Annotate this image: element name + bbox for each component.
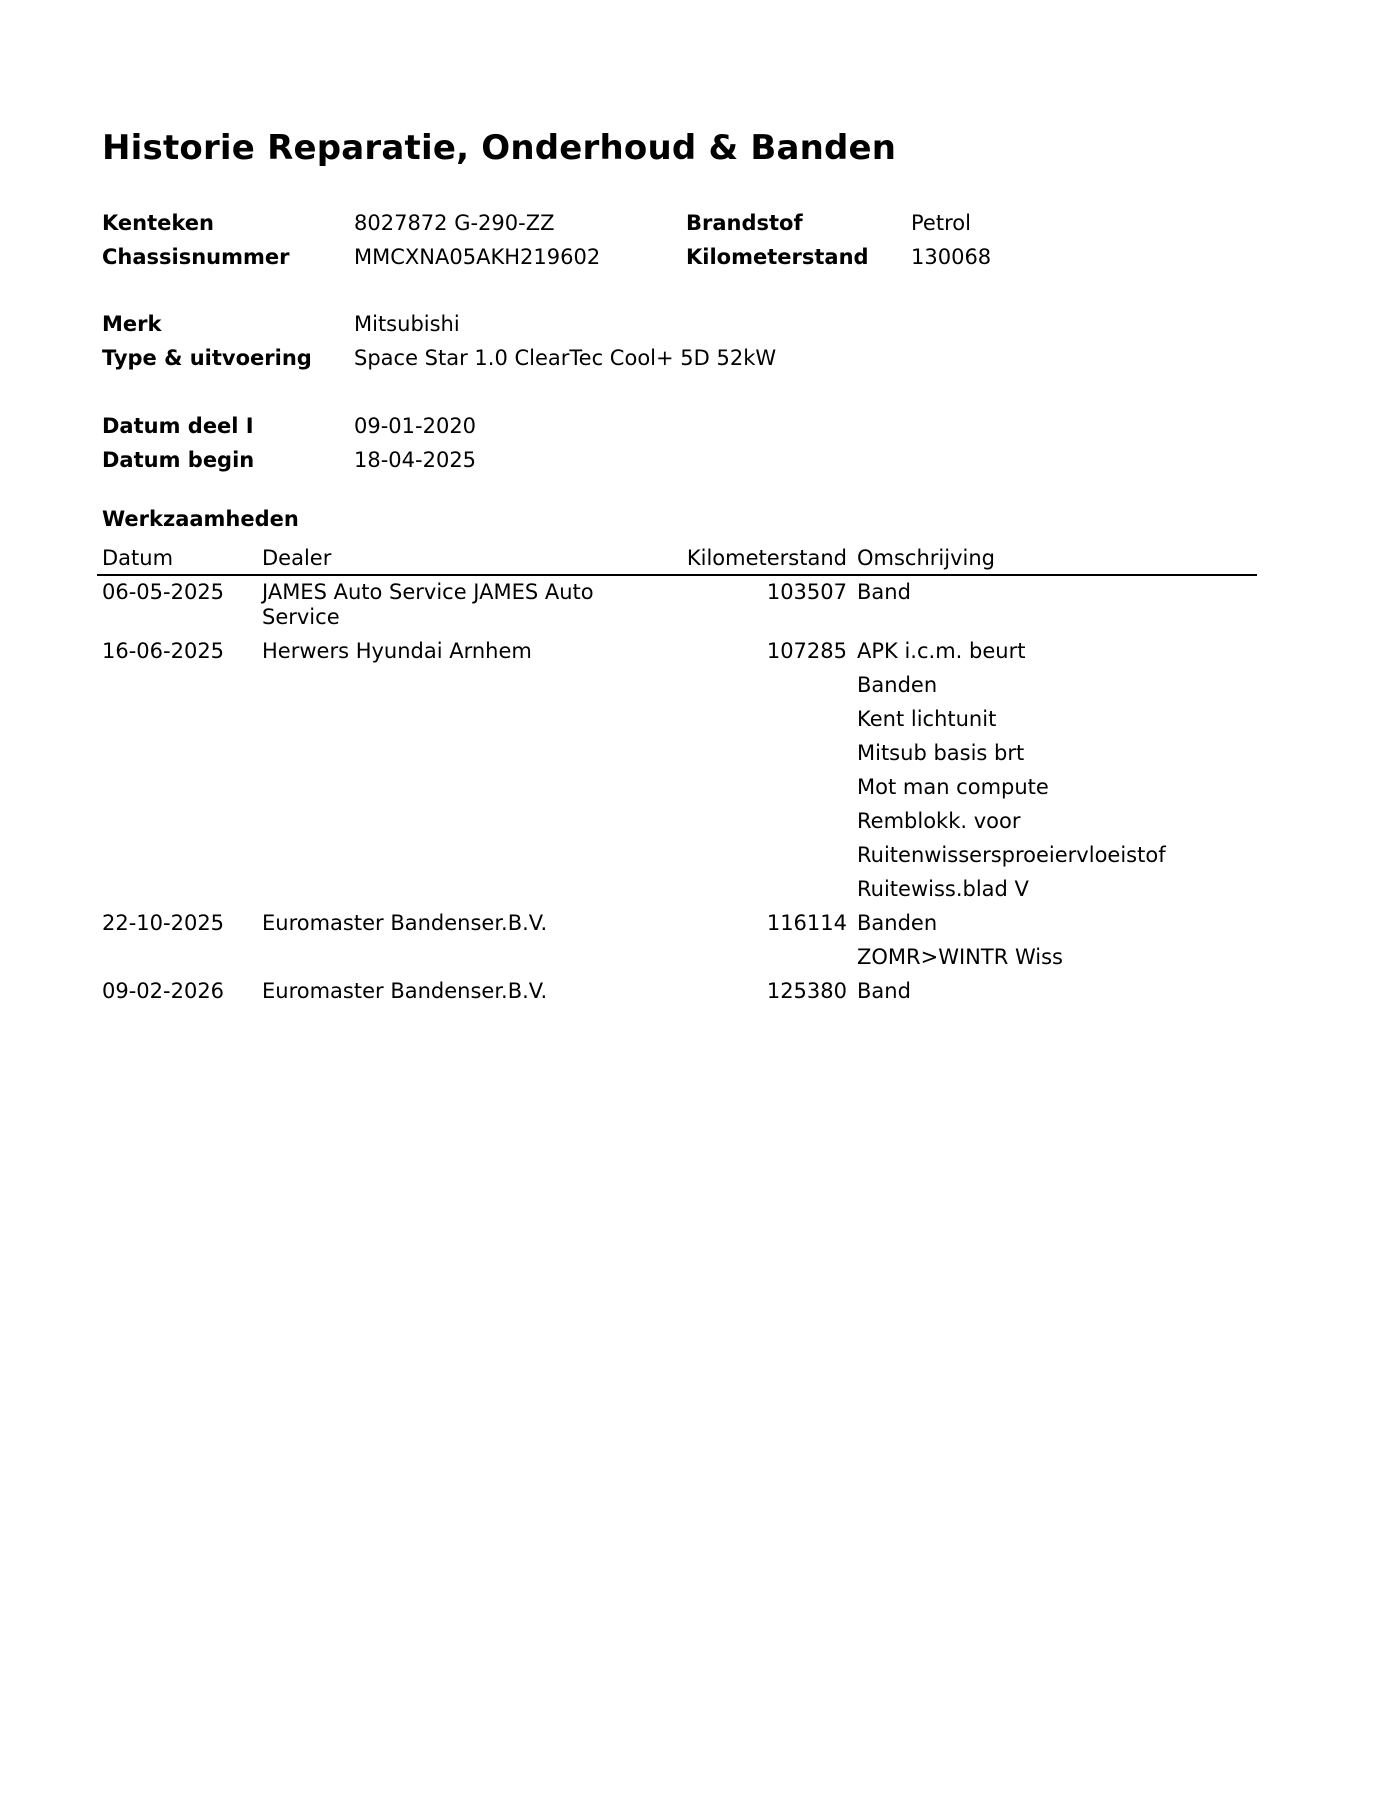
omschrijving-item: Ruitewiss.blad V [857,877,1029,901]
type-value: Space Star 1.0 ClearTec Cool+ 5D 52kW [354,346,777,370]
omschrijving-item: ZOMR>WINTR Wiss [857,945,1064,969]
page-title: Historie Reparatie, Onderhoud & Banden [102,128,897,168]
datum-deel-value: 09-01-2020 [354,414,477,438]
row-omschrijving [852,975,1257,1009]
omschrijving-item: Mitsub basis brt [857,741,1025,765]
omschrijving-item: Band [857,580,911,604]
column-header-datum: Datum [97,542,257,575]
chassis-value: MMCXNA05AKH219602 [354,245,601,269]
row-datum: 09-02-2026 [102,979,225,1003]
omschrijving-item: Banden [857,911,938,935]
merk-value: Mitsubishi [354,312,460,336]
row-omschrijving [852,635,1257,907]
omschrijving-item: Remblokk. voor [857,809,1021,833]
row-kilometerstand: 125380 [766,979,847,1003]
brandstof-label: Brandstof [686,211,803,235]
row-kilometerstand: 103507 [766,580,847,604]
row-datum: 06-05-2025 [102,580,225,604]
row-datum: 16-06-2025 [102,639,225,663]
type-label: Type & uitvoering [102,346,312,370]
table-row [97,575,1257,635]
row-dealer: Herwers Hyundai Arnhem [262,639,532,663]
datum-begin-label: Datum begin [102,448,255,472]
table-row [97,907,1257,975]
column-header-kilometerstand: Kilometerstand [647,542,852,575]
omschrijving-item: Kent lichtunit [857,707,997,731]
table-row [97,635,1257,907]
table-row [97,975,1257,1009]
kenteken-label: Kenteken [102,211,214,235]
omschrijving-item: Banden [857,673,938,697]
table-header-row [97,542,1257,575]
omschrijving-item: Mot man compute [857,775,1049,799]
omschrijving-item: APK i.c.m. beurt [857,639,1026,663]
row-dealer: JAMES Auto Service JAMES Auto Service [262,580,594,629]
datum-deel-label: Datum deel I [102,414,254,438]
row-omschrijving [852,575,1257,635]
table-body [97,575,1257,1009]
omschrijving-item: Band [857,979,911,1003]
row-kilometerstand: 116114 [766,911,847,935]
row-omschrijving [852,907,1257,975]
merk-label: Merk [102,312,162,336]
kilometerstand-label: Kilometerstand [686,245,869,269]
row-dealer: Euromaster Bandenser.B.V. [262,911,548,935]
werkzaamheden-table [97,542,1257,1009]
chassis-label: Chassisnummer [102,245,290,269]
werkzaamheden-title: Werkzaamheden [102,507,299,531]
column-header-omschrijving: Omschrijving [852,542,1257,575]
kenteken-value: 8027872 G-290-ZZ [354,211,555,235]
kilometerstand-value: 130068 [911,245,992,269]
row-kilometerstand: 107285 [766,639,847,663]
datum-begin-value: 18-04-2025 [354,448,477,472]
brandstof-value: Petrol [911,211,971,235]
omschrijving-item: Ruitenwissersproeiervloeistof [857,843,1166,867]
column-header-dealer: Dealer [257,542,647,575]
row-datum: 22-10-2025 [102,911,225,935]
row-dealer: Euromaster Bandenser.B.V. [262,979,548,1003]
